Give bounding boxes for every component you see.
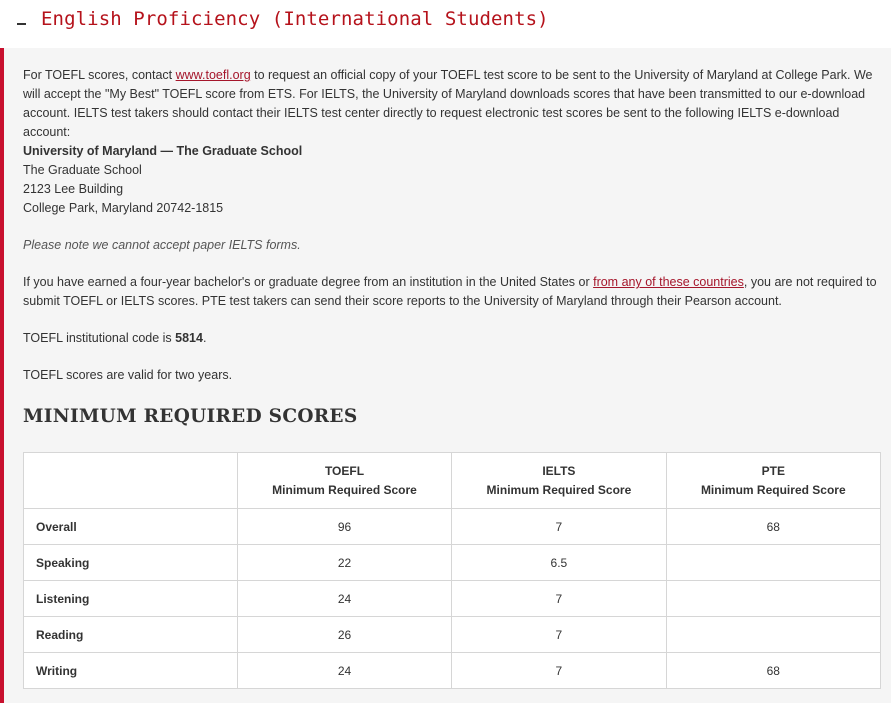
header-subtitle: Minimum Required Score [272, 482, 417, 497]
table-row [24, 581, 881, 617]
pte-score [666, 581, 880, 617]
exemption-text-end: , you are not required to submit TOEFL or IELTS scores. PTE test takers can send their score reports to the University of Maryland through their Pearson account. [23, 275, 877, 308]
header-ielts [452, 453, 666, 509]
accordion-title[interactable]: English Proficiency (International Students) [41, 8, 549, 30]
accordion-header[interactable] [0, 0, 891, 48]
ielts-score: 6.5 [452, 545, 666, 581]
row-label: Writing [24, 653, 238, 689]
toefl-score: 24 [237, 581, 451, 617]
ielts-score: 7 [452, 581, 666, 617]
institutional-code [23, 329, 885, 348]
code-value: 5814 [175, 331, 203, 345]
toefl-ielts-instructions [23, 66, 885, 142]
ielts-score: 7 [452, 617, 666, 653]
minimum-scores-table [23, 452, 881, 689]
header-pte [666, 453, 880, 509]
address-line-2: 2123 Lee Building [23, 182, 124, 196]
toefl-website-link[interactable]: www.toefl.org [175, 68, 251, 82]
exemption-text [23, 273, 885, 311]
countries-link[interactable]: from any of these countries [593, 275, 744, 289]
header-test-name: PTE [761, 463, 785, 478]
table-row [24, 545, 881, 581]
pte-score: 68 [666, 509, 880, 545]
toefl-score: 22 [237, 545, 451, 581]
intro-text-end: to request an official copy of your TOEFL test score to be sent to the University of Maryland at College Park. We will accept the "My Best" TOEFL score from ETS. For IELTS, the University of Maryland downloads scores that have been transmitted to our e-download account. IELTS test takers should contact their IELTS test center directly to request electronic test scores be sent to the following IELTS e-download account: [23, 68, 873, 139]
intro-text-start: For TOEFL scores, contact [23, 68, 176, 82]
ielts-score: 7 [452, 509, 666, 545]
header-test-name: TOEFL [324, 463, 365, 478]
table-header-row [24, 453, 881, 509]
section-heading: MINIMUM REQUIRED SCORES [23, 406, 358, 427]
paper-forms-note: Please note we cannot accept paper IELTS forms. [23, 238, 301, 252]
code-label: TOEFL institutional code is [23, 331, 176, 345]
table-row [24, 617, 881, 653]
pte-score [666, 545, 880, 581]
address-line-1: The Graduate School [23, 163, 142, 177]
address-line-3: College Park, Maryland 20742-1815 [23, 201, 224, 215]
collapse-icon[interactable] [17, 23, 26, 25]
header-subtitle: Minimum Required Score [700, 482, 846, 497]
validity-text: TOEFL scores are valid for two years. [23, 368, 233, 382]
ielts-score: 7 [452, 653, 666, 689]
address-name: University of Maryland — The Graduate School [23, 144, 303, 158]
table-row [24, 509, 881, 545]
code-period: . [202, 331, 207, 345]
pte-score: 68 [666, 653, 880, 689]
toefl-score: 96 [237, 509, 451, 545]
row-label: Reading [24, 617, 238, 653]
row-label: Overall [24, 509, 238, 545]
header-test-name: IELTS [542, 463, 576, 478]
header-toefl [237, 453, 451, 509]
pte-score [666, 617, 880, 653]
toefl-score: 26 [237, 617, 451, 653]
accordion-panel [0, 48, 891, 703]
exemption-text-start: If you have earned a four-year bachelor's or graduate degree from an institution in the United States or [23, 275, 594, 289]
header-subtitle: Minimum Required Score [486, 482, 632, 497]
row-label: Speaking [24, 545, 238, 581]
toefl-score: 24 [237, 653, 451, 689]
mailing-address [23, 142, 885, 218]
table-row [24, 653, 881, 689]
row-label: Listening [24, 581, 238, 617]
header-empty [24, 453, 238, 509]
